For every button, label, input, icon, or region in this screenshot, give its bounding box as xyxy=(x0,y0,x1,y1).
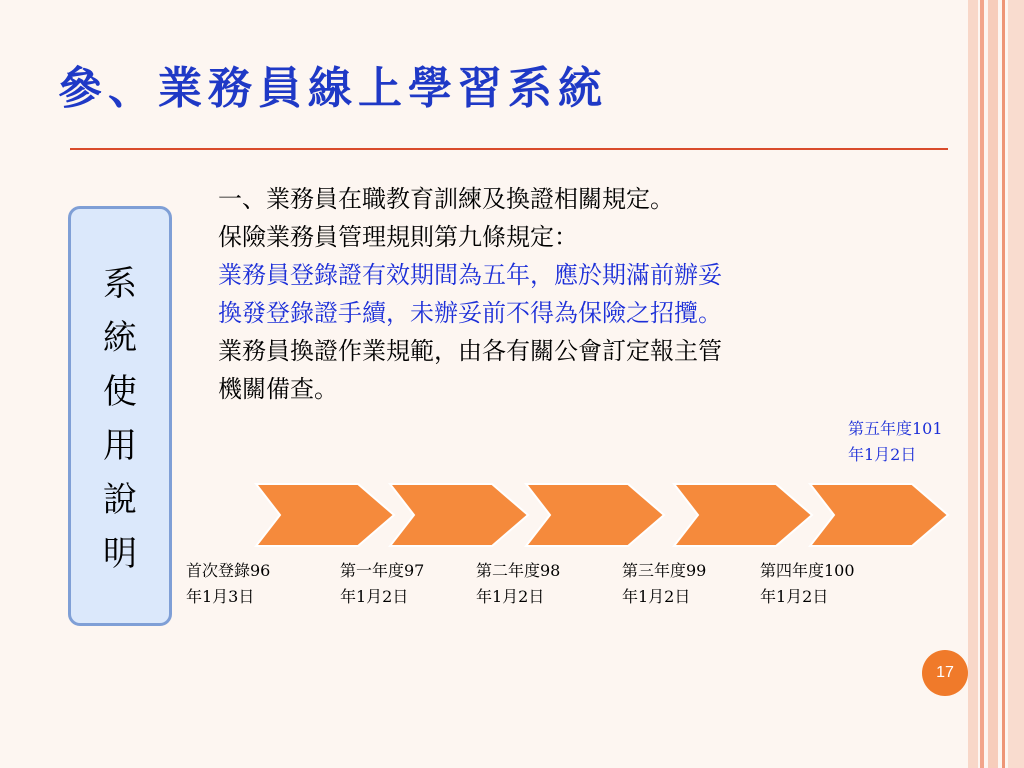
body-line: 保險業務員管理規則第九條規定： xyxy=(218,223,578,251)
timeline-chevron xyxy=(256,484,394,546)
title-divider xyxy=(70,148,948,150)
timeline-chevron xyxy=(810,484,948,546)
page-number-badge xyxy=(922,650,968,696)
body-line: 業務員換證作業規範，由各有關公會訂定報主管 xyxy=(218,337,722,365)
body-text xyxy=(218,180,948,408)
stage-label: 第二年度98 年1月2日 xyxy=(476,561,561,606)
slide-title: 參、業務員線上學習系統 xyxy=(58,63,608,114)
side-label: 系統使用說明 xyxy=(103,264,137,574)
timeline-chevron xyxy=(674,484,812,546)
body-line-emphasis: 業務員登錄證有效期間為五年，應於期滿前辦妥 xyxy=(218,261,722,289)
page-number: 17 xyxy=(936,664,954,681)
timeline-chevron xyxy=(390,484,528,546)
stage-label: 第三年度99 年1月2日 xyxy=(622,561,707,606)
decorative-stripes xyxy=(968,0,1024,768)
body-line: 機關備查。 xyxy=(218,375,338,403)
timeline-chevron xyxy=(526,484,664,546)
stage-label-final: 第五年度101 年1月2日 xyxy=(848,419,943,464)
stage-label: 第一年度97 年1月2日 xyxy=(340,561,425,606)
body-line: 一、業務員在職教育訓練及換證相關規定。 xyxy=(218,185,674,213)
body-line-emphasis: 換發登錄證手續，未辦妥前不得為保險之招攬。 xyxy=(218,299,722,327)
side-label-box xyxy=(68,206,172,626)
stage-label: 第四年度100 年1月2日 xyxy=(760,561,855,606)
stage-label: 首次登錄96 年1月3日 xyxy=(186,561,271,606)
